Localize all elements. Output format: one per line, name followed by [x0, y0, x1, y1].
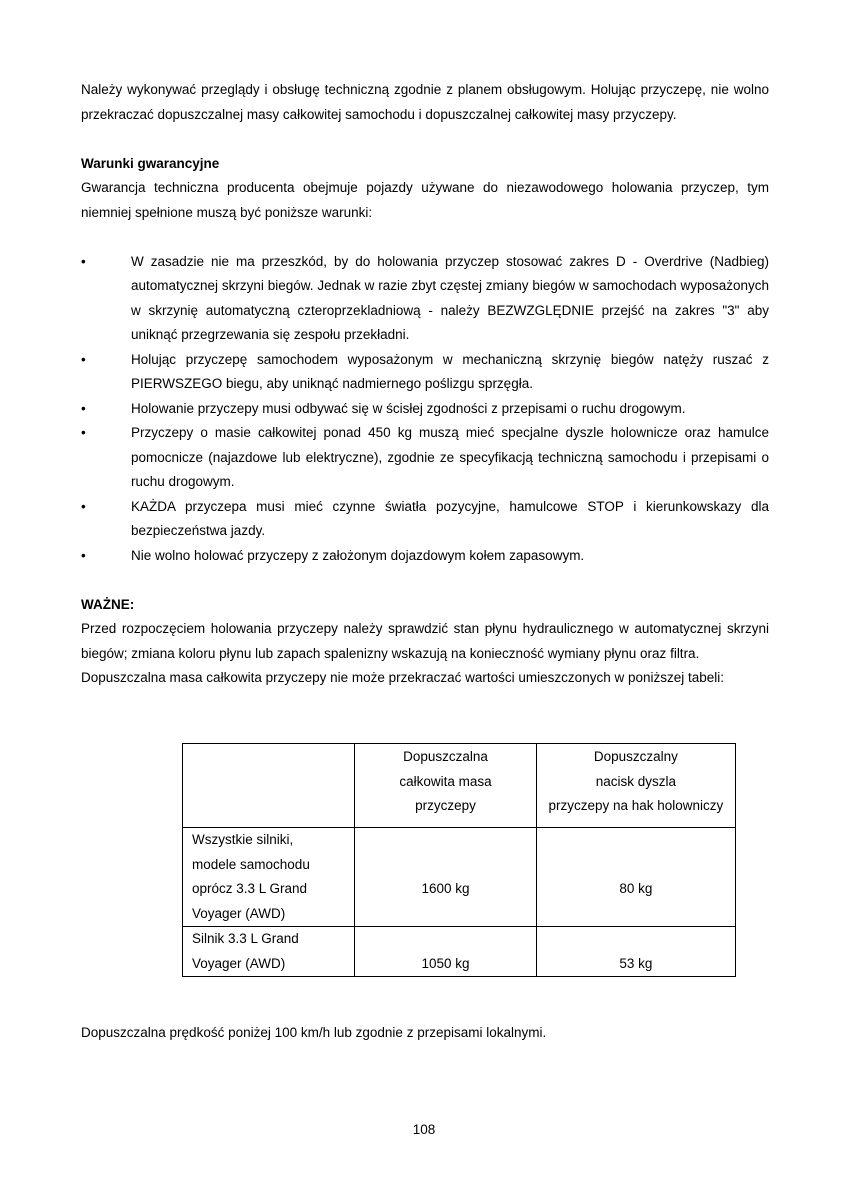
table-row: [183, 927, 736, 977]
bullet-symbol: •: [81, 547, 86, 563]
table-cell-model: [183, 927, 355, 977]
table-cell-load: 53 kg: [536, 927, 735, 977]
header-line: Dopuszczalny: [593, 749, 678, 764]
important-paragraph: Przed rozpoczęciem holowania przyczepy należy sprawdzić stan płynu hydraulicznego w automatycznej skrzyni biegów; zmiana koloru płynu lub zapach spalenizny wskazują na konieczność wymiany płynu oraz filtra.: [81, 621, 769, 661]
intro-paragraph: Należy wykonywać przeglądy i obsługę techniczną zgodnie z planem obsługowym. Holując przyczepę, nie wolno przekraczać dopuszczalnej masy całkowitej samochodu i dopuszczalnej całkowitej masy przyczepy.: [81, 82, 769, 122]
speed-note: Dopuszczalna prędkość poniżej 100 km/h lub zgodnie z przepisami lokalnymi.: [81, 1025, 547, 1040]
bullet-text: Nie wolno holować przyczepy z założonym dojazdowym kołem zapasowym.: [131, 547, 585, 563]
bullet-item: [81, 397, 769, 422]
table-intro: Dopuszczalna masa całkowita przyczepy nie może przekraczać wartości umieszczonych w poniższej tabeli:: [81, 670, 725, 685]
model-line: Silnik 3.3 L Grand: [192, 931, 299, 946]
model-line: modele samochodu: [192, 856, 310, 872]
model-line: Voyager (AWD): [192, 955, 286, 971]
bullet-symbol: •: [81, 351, 86, 367]
bullet-item: [81, 544, 769, 569]
header-line: przyczepy: [415, 798, 476, 813]
trailer-mass-table: [182, 743, 736, 977]
mass-value: 1600 kg: [421, 881, 470, 896]
bullet-text: Przyczepy o masie całkowitej ponad 450 kg muszą mieć specjalne dyszle holownicze oraz hamulce pomocnicze (najazdowe lub elektryczne), zgodnie ze specyfikacją techniczną samochodu i przepisami o ruchu drogowym.: [131, 425, 769, 489]
header-line: Dopuszczalna: [403, 749, 488, 764]
important-heading: WAŻNE:: [81, 596, 135, 612]
bullet-symbol: •: [81, 253, 86, 269]
bullet-item: [81, 495, 769, 544]
warranty-heading: Warunki gwarancyjne: [81, 155, 220, 171]
table-cell-mass: [355, 828, 536, 927]
page-number: 108: [412, 1122, 436, 1137]
bullet-symbol: •: [81, 498, 86, 514]
bullet-item: [81, 250, 769, 348]
bullet-item: [81, 421, 769, 495]
table-header-row: [183, 744, 736, 828]
table-cell-model: [183, 828, 355, 927]
model-line: oprócz 3.3 L Grand: [192, 881, 308, 896]
model-line: Wszystkie silniki,: [192, 832, 294, 847]
load-value: 80 kg: [619, 881, 653, 896]
warranty-paragraph: Gwarancja techniczna producenta obejmuje pojazdy używane do niezawodowego holowania przyczep, tym niemniej spełnione muszą być poniższe warunki:: [81, 180, 769, 220]
model-line: Voyager (AWD): [192, 905, 286, 921]
table-cell-mass: 1050 kg: [355, 927, 536, 977]
header-line: nacisk dyszla: [595, 773, 677, 789]
bullet-text: KAŻDA przyczepa musi mieć czynne światła pozycyjne, hamulcowe STOP i kierunkowskazy dla bezpieczeństwa jazdy.: [131, 498, 769, 538]
bullet-text: Holowanie przyczepy musi odbywać się w ścisłej zgodności z przepisami o ruchu drogowym.: [131, 400, 686, 416]
table-header-empty: [183, 744, 355, 828]
header-line: całkowita masa: [399, 773, 492, 789]
table-row: [183, 828, 736, 927]
table-cell-load: [536, 828, 735, 927]
bullet-text: W zasadzie nie ma przeszkód, by do holowania przyczep stosować zakres D - Overdrive (Nadbieg) automatycznej skrzyni biegów. Jednak w razie zbyt częstej zmiany biegów w samochodach wyposażonych w skrzynię automatyczną czteroprzekladniową - należy BEZWZGLĘDNIE przejść na zakres "3" aby uniknąć przegrzewania się zespołu przekładni.: [131, 253, 769, 342]
table-header-load: [536, 744, 735, 828]
bullet-symbol: •: [81, 400, 86, 416]
bullet-text: Holując przyczepę samochodem wyposażonym w mechaniczną skrzynię biegów natęży ruszać z PIERWSZEGO biegu, aby uniknąć nadmiernego poślizgu sprzęgła.: [131, 351, 769, 391]
table-header-mass: [355, 744, 536, 828]
bullet-item: [81, 348, 769, 397]
header-line: przyczepy na hak holowniczy: [548, 798, 724, 813]
bullet-symbol: •: [81, 425, 86, 440]
document-body: [81, 78, 769, 691]
